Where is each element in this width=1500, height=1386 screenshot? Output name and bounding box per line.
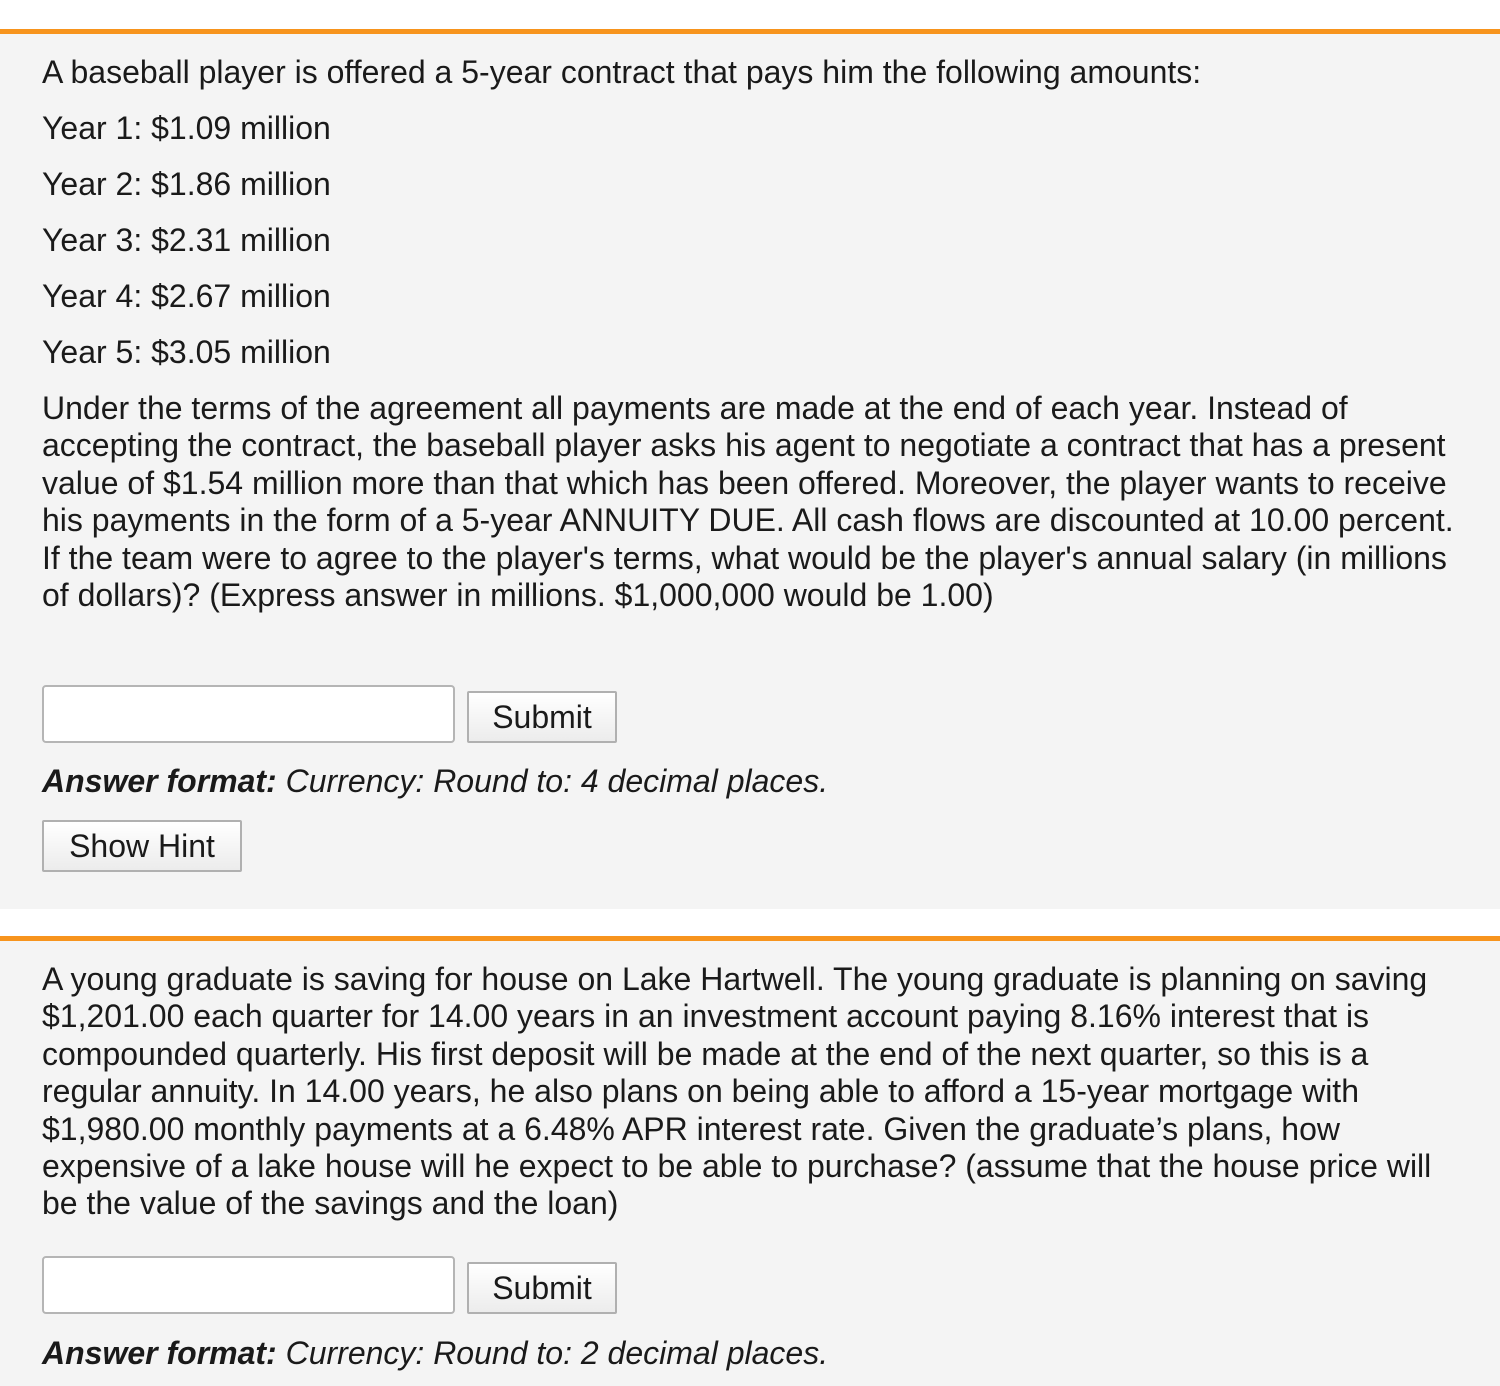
answer-format-text-1: Currency: Round to: 4 decimal places.: [285, 763, 829, 799]
year-2-amount: Year 2: $1.86 million: [42, 166, 331, 202]
submit-button-1[interactable]: Submit: [467, 691, 617, 743]
answer-format-text-2: Currency: Round to: 2 decimal places.: [285, 1335, 829, 1371]
question-1-intro: A baseball player is offered a 5-year contract that pays him the following amounts:: [42, 54, 1202, 90]
answer-input-2[interactable]: [42, 1256, 455, 1314]
question-2-body: A young graduate is saving for house on Lake Hartwell. The young graduate is planning on saving $1,201.00 each quarter for 14.00 years in an investment account paying 8.16% interest that is compounded quarterly. His first deposit will be made at the end of the next quarter, so this is a regular annuity. In 14.00 years, he also plans on being able to afford a 15-year mortgage with $1,980.00 monthly payments at a 6.48% APR interest rate. Given the graduate’s plans, how expensive of a lake house will he expect to be able to purchase? (assume that the house price will be the value of the savings and the loan): [42, 961, 1432, 1222]
year-3-amount: Year 3: $2.31 million: [42, 222, 331, 258]
show-hint-button[interactable]: Show Hint: [42, 820, 242, 872]
question-1-body: Under the terms of the agreement all payments are made at the end of each year. Instead of accepting the contract, the baseball player asks his agent to negotiate a contract that has a present value of $1.54 million more than that which has been offered. Moreover, the player wants to receive his payments in the form of a 5-year ANNUITY DUE. All cash flows are discounted at 10.00 percent. If the team were to agree to the player's terms, what would be the player's annual salary (in millions of dollars)? (Express answer in millions. $1,000,000 would be 1.00): [42, 390, 1454, 614]
answer-format-1: [42, 763, 828, 800]
answer-input-1[interactable]: [42, 685, 455, 743]
year-5-amount: Year 5: $3.05 million: [42, 334, 331, 370]
submit-button-2[interactable]: Submit: [467, 1262, 617, 1314]
answer-format-label-1: Answer format:: [42, 763, 277, 799]
answer-format-label-2: Answer format:: [42, 1335, 277, 1371]
answer-format-2: [42, 1335, 828, 1372]
year-4-amount: Year 4: $2.67 million: [42, 278, 331, 314]
year-1-amount: Year 1: $1.09 million: [42, 110, 331, 146]
